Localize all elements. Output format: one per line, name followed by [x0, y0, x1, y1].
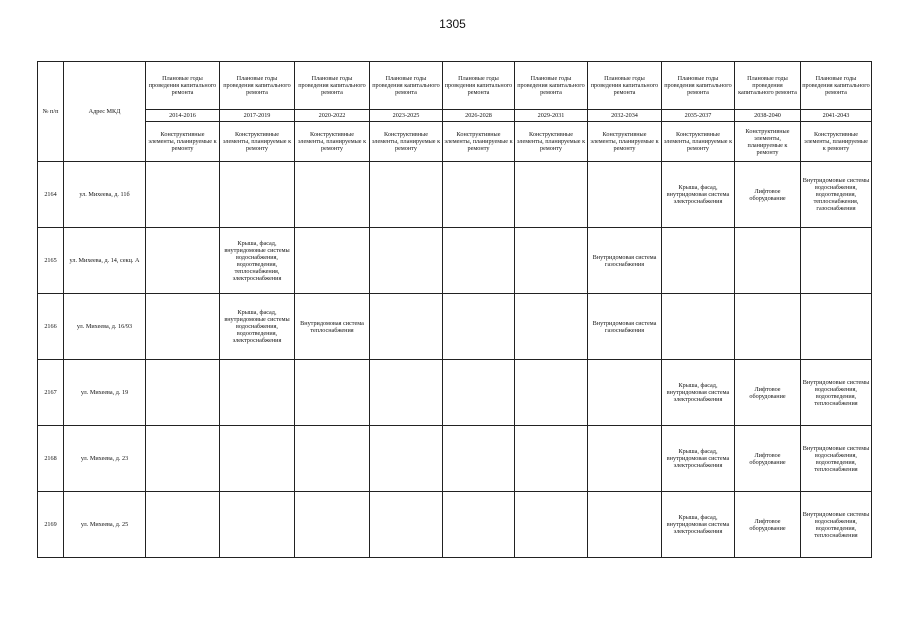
repair-elements-cell [515, 492, 588, 558]
repair-elements-cell [220, 162, 295, 228]
repair-elements-cell [588, 492, 662, 558]
table-row [38, 228, 872, 294]
repair-elements-cell [443, 228, 515, 294]
table-row [38, 360, 872, 426]
table-header [38, 62, 872, 162]
repair-elements-cell [735, 294, 801, 360]
table-row [38, 162, 872, 228]
repair-elements-cell [220, 360, 295, 426]
repair-elements-cell [443, 294, 515, 360]
repair-elements-cell [295, 426, 370, 492]
repair-elements-cell [588, 162, 662, 228]
repair-elements-cell: Внутридомовая система газоснабжения [588, 294, 662, 360]
header-elements: Конструктивные элементы, планируемые к ремонту [370, 122, 443, 162]
repair-elements-cell: Лифтовое оборудование [735, 426, 801, 492]
header-elements: Конструктивные элементы, планируемые к ремонту [146, 122, 220, 162]
header-period: 2035-2037 [662, 110, 735, 122]
repair-elements-cell [443, 492, 515, 558]
header-plan-years: Плановые годы проведения капитального ремонта [515, 62, 588, 110]
repair-elements-cell: Внутридомовые системы водоснабжения, водоотведения, теплоснабжения [801, 360, 872, 426]
repair-elements-cell [443, 426, 515, 492]
repair-elements-cell [146, 294, 220, 360]
repair-elements-cell: Внутридомовые системы водоснабжения, водоотведения, теплоснабжения [801, 492, 872, 558]
header-plan-years: Плановые годы проведения капитального ремонта [735, 62, 801, 110]
header-period: 2026-2028 [443, 110, 515, 122]
header-plan-years: Плановые годы проведения капитального ремонта [295, 62, 370, 110]
repair-elements-cell [443, 162, 515, 228]
repair-elements-cell [515, 294, 588, 360]
repair-elements-cell [515, 426, 588, 492]
repair-elements-cell: Крыша, фасад, внутридомовая система электроснабжения [662, 162, 735, 228]
repair-elements-cell: Внутридомовая система теплоснабжения [295, 294, 370, 360]
repair-elements-cell: Лифтовое оборудование [735, 360, 801, 426]
table-row [38, 492, 872, 558]
repair-elements-cell [515, 360, 588, 426]
row-number: 2169 [38, 492, 64, 558]
header-period: 2032-2034 [588, 110, 662, 122]
repair-plan-table [37, 61, 872, 558]
header-elements: Конструктивные элементы, планируемые к ремонту [295, 122, 370, 162]
header-plan-years: Плановые годы проведения капитального ремонта [370, 62, 443, 110]
repair-elements-cell: Лифтовое оборудование [735, 162, 801, 228]
row-number: 2165 [38, 228, 64, 294]
row-address: ул. Михеева, д. 25 [64, 492, 146, 558]
repair-elements-cell [662, 294, 735, 360]
repair-elements-cell [295, 492, 370, 558]
page-number: 1305 [439, 17, 466, 31]
header-plan-years: Плановые годы проведения капитального ремонта [443, 62, 515, 110]
repair-elements-cell [146, 162, 220, 228]
header-elements: Конструктивные элементы, планируемые к ремонту [662, 122, 735, 162]
repair-elements-cell [515, 228, 588, 294]
row-number: 2168 [38, 426, 64, 492]
repair-elements-cell [370, 360, 443, 426]
repair-elements-cell [662, 228, 735, 294]
header-plan-years: Плановые годы проведения капитального ремонта [662, 62, 735, 110]
header-plan-years: Плановые годы проведения капитального ремонта [588, 62, 662, 110]
row-number: 2167 [38, 360, 64, 426]
repair-elements-cell [735, 228, 801, 294]
repair-elements-cell [443, 360, 515, 426]
header-period: 2038-2040 [735, 110, 801, 122]
repair-elements-cell [295, 162, 370, 228]
header-period: 2029-2031 [515, 110, 588, 122]
repair-elements-cell: Крыша, фасад, внутридомовая система электроснабжения [662, 492, 735, 558]
row-address: ул. Михеева, д. 11б [64, 162, 146, 228]
row-number: 2166 [38, 294, 64, 360]
header-elements: Конструктивные элементы, планируемые к ремонту [443, 122, 515, 162]
repair-elements-cell [295, 360, 370, 426]
header-plan-years: Плановые годы проведения капитального ремонта [220, 62, 295, 110]
row-address: ул. Михеева, д. 23 [64, 426, 146, 492]
repair-elements-cell [588, 426, 662, 492]
repair-elements-cell: Внутридомовые системы водоснабжения, водоотведения, теплоснабжения, газоснабжения [801, 162, 872, 228]
row-address: ул. Михеева, д. 19 [64, 360, 146, 426]
repair-elements-cell [370, 426, 443, 492]
repair-elements-cell [146, 228, 220, 294]
repair-elements-cell [370, 492, 443, 558]
repair-elements-cell: Крыша, фасад, внутридомовые системы водоснабжения, водоотведения, электроснабжения [220, 294, 295, 360]
header-elements: Конструктивные элементы, планируемые к ремонту [515, 122, 588, 162]
header-elements: Конструктивные элементы, планируемые к ремонту [220, 122, 295, 162]
repair-elements-cell [220, 426, 295, 492]
header-num: № п/п [38, 62, 64, 162]
header-plan-years: Плановые годы проведения капитального ремонта [146, 62, 220, 110]
header-period: 2023-2025 [370, 110, 443, 122]
row-number: 2164 [38, 162, 64, 228]
repair-elements-cell: Крыша, фасад, внутридомовая система электроснабжения [662, 360, 735, 426]
header-elements: Конструктивные элементы, планируемые к ремонту [801, 122, 872, 162]
repair-elements-cell [801, 228, 872, 294]
header-plan-years: Плановые годы проведения капитального ремонта [801, 62, 872, 110]
repair-elements-cell [370, 294, 443, 360]
repair-elements-cell [220, 492, 295, 558]
repair-elements-cell: Крыша, фасад, внутридомовые системы водоснабжения, водоотведения, теплоснабжения, электроснабжения [220, 228, 295, 294]
repair-elements-cell [146, 360, 220, 426]
repair-elements-cell [370, 228, 443, 294]
repair-elements-cell: Крыша, фасад, внутридомовая система электроснабжения [662, 426, 735, 492]
repair-elements-cell [146, 492, 220, 558]
repair-elements-cell [515, 162, 588, 228]
repair-elements-cell [801, 294, 872, 360]
header-period: 2017-2019 [220, 110, 295, 122]
repair-elements-cell: Внутридомовые системы водоснабжения, водоотведения, теплоснабжения [801, 426, 872, 492]
header-elements: Конструктивные элементы, планируемые к ремонту [588, 122, 662, 162]
header-period: 2041-2043 [801, 110, 872, 122]
header-period: 2014-2016 [146, 110, 220, 122]
repair-elements-cell [295, 228, 370, 294]
repair-elements-cell [146, 426, 220, 492]
repair-elements-cell: Лифтовое оборудование [735, 492, 801, 558]
table-row [38, 294, 872, 360]
row-address: ул. Михеева, д. 14, секц. А [64, 228, 146, 294]
repair-elements-cell [588, 360, 662, 426]
header-period: 2020-2022 [295, 110, 370, 122]
repair-elements-cell [370, 162, 443, 228]
row-address: ул. Михеева, д. 16/93 [64, 294, 146, 360]
repair-elements-cell: Внутридомовая система газоснабжения [588, 228, 662, 294]
table-body [38, 162, 872, 558]
header-elements: Конструктивные элементы, планируемые к ремонту [735, 122, 801, 162]
header-address: Адрес МКД [64, 62, 146, 162]
table-row [38, 426, 872, 492]
